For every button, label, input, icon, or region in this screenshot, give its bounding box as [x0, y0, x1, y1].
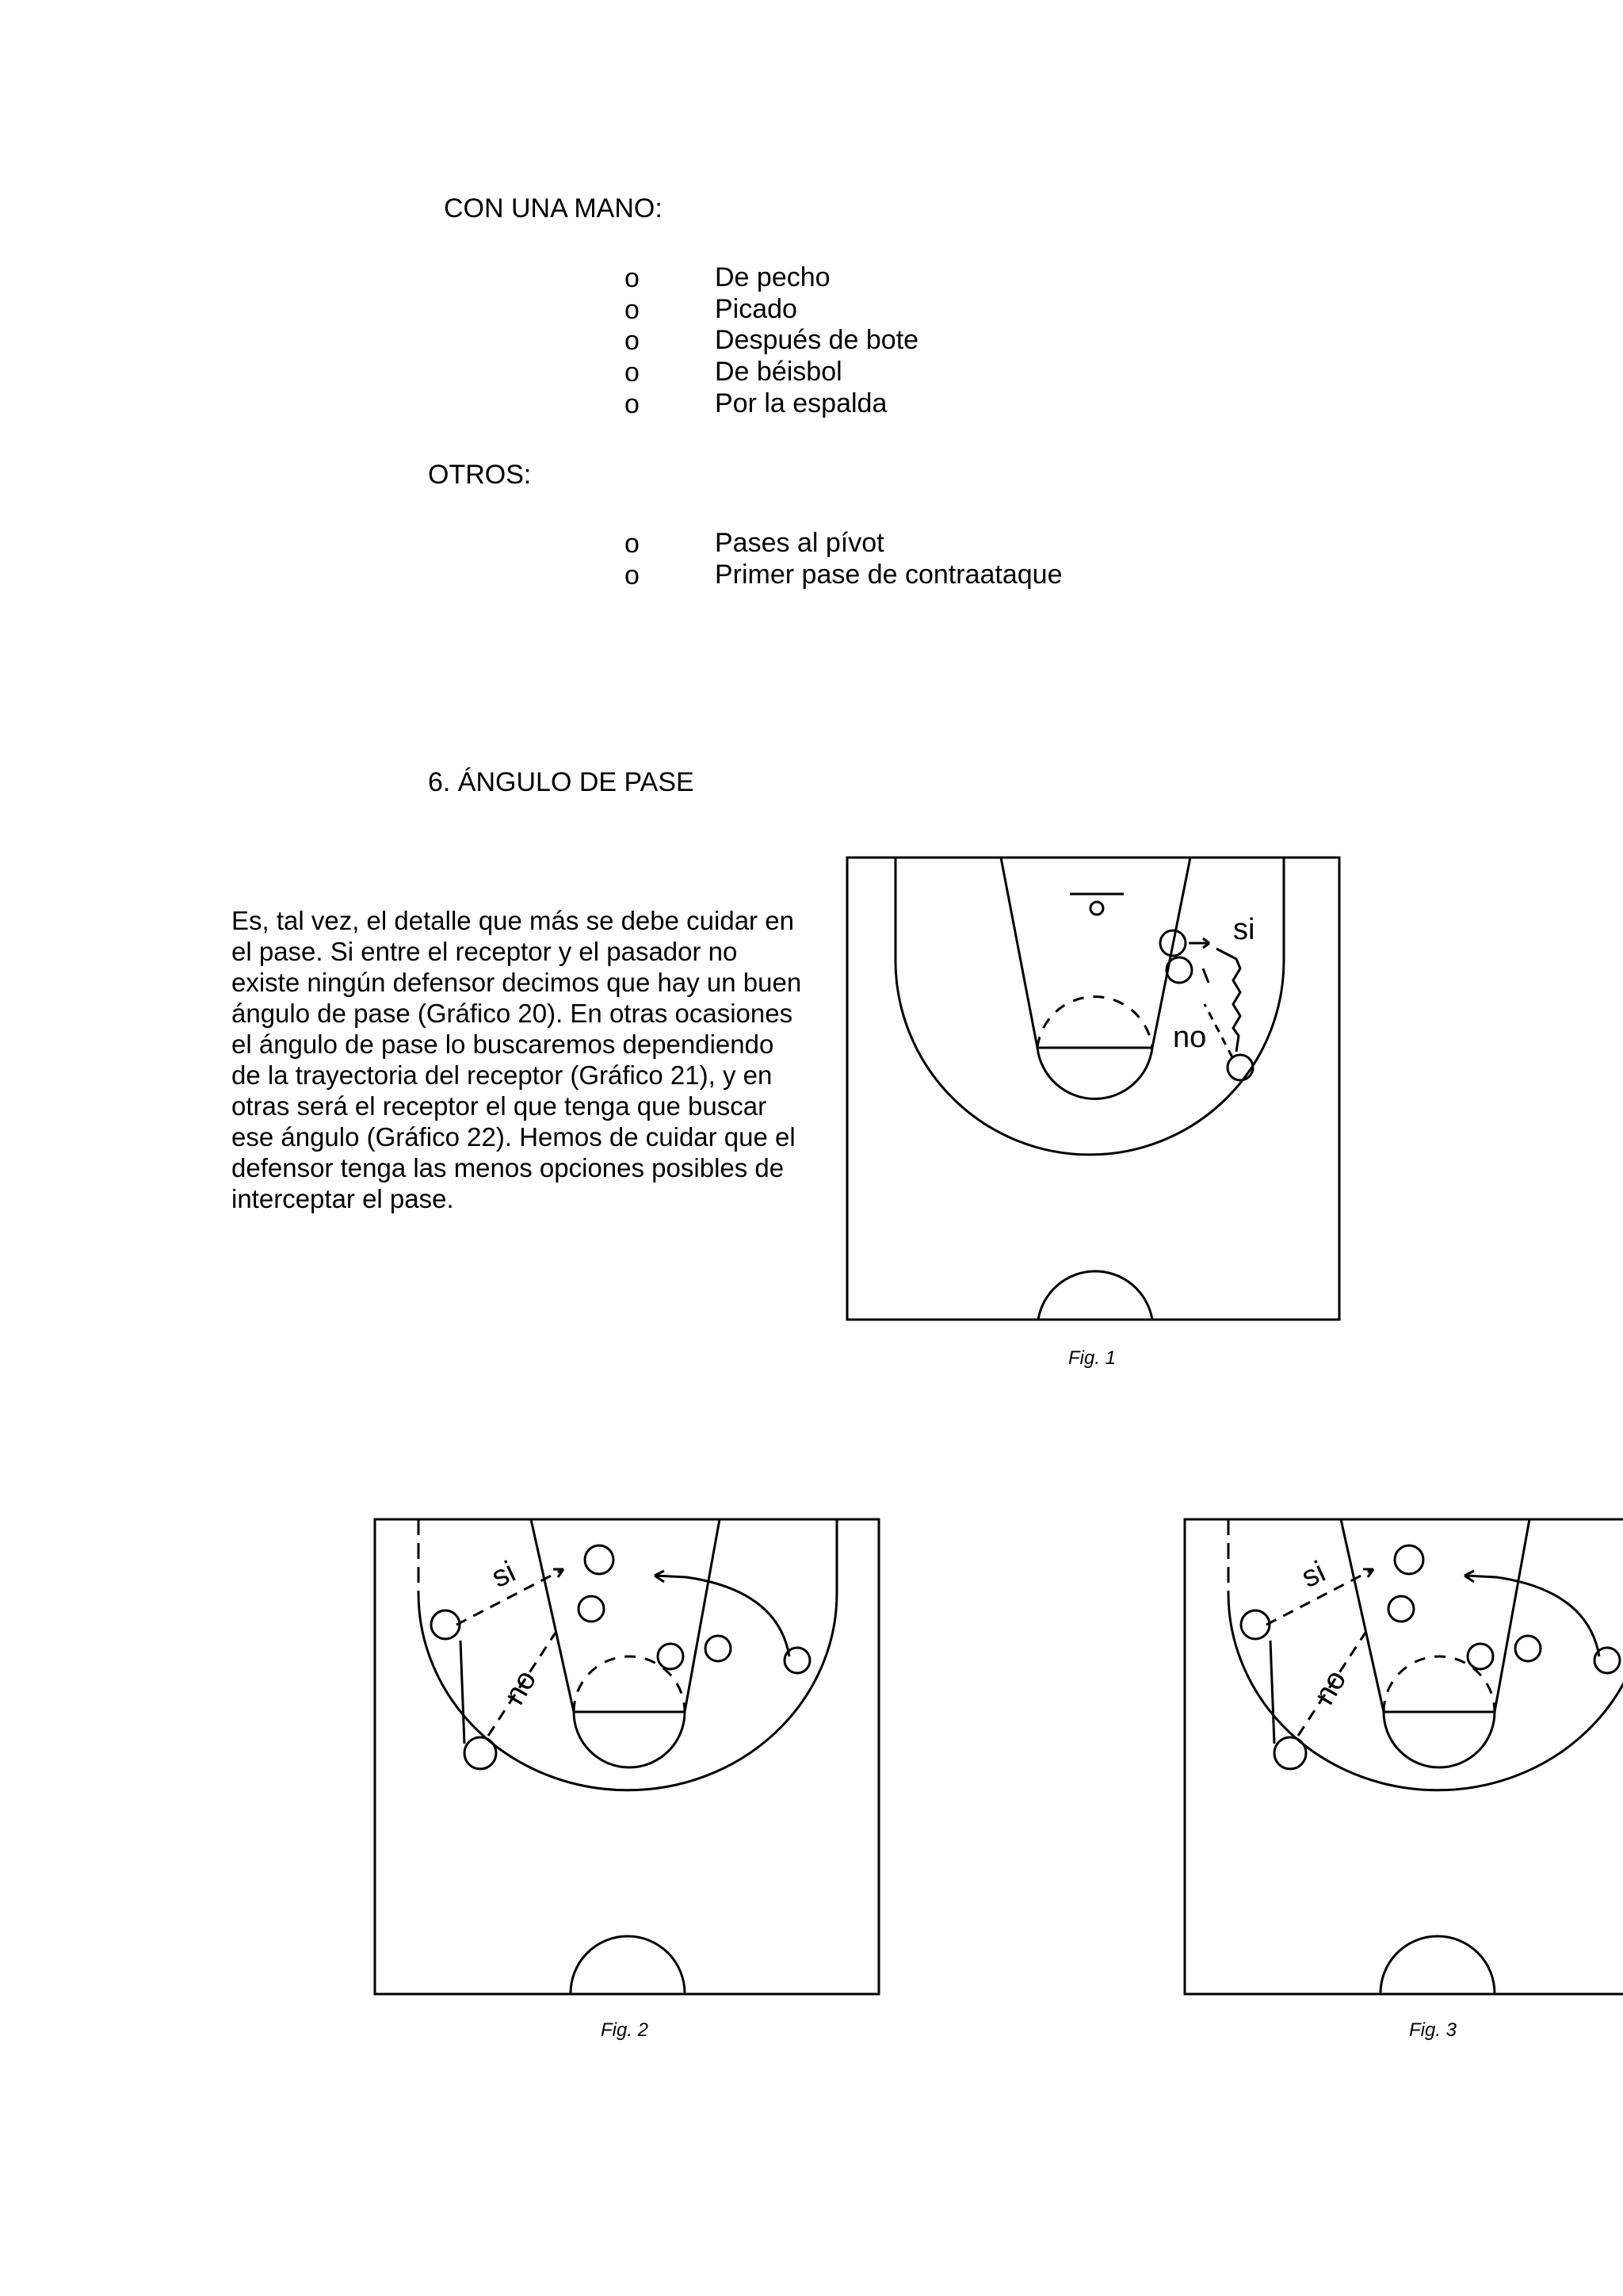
- court-diagram-fig3: [1179, 1514, 1623, 2005]
- fig3-label-yes: si: [1296, 1555, 1331, 1595]
- section-heading-one-hand: CON UNA MANO:: [444, 193, 663, 223]
- list-item: Después de bote: [715, 325, 919, 355]
- fig1-label-no: no: [1173, 1021, 1207, 1054]
- list-bullet: o: [624, 529, 640, 559]
- angle-paragraph: Es, tal vez, el detalle que más se debe cuidar en el pase. Si entre el receptor y el pasador no existe ningún defensor decimos que hay un buen ángulo de pase (Gráfico 20). En otras ocasiones el ángulo de pase lo buscaremos dependiendo de la trayectoria del receptor (Gráfico 21), y en otras será el receptor el que tenga que buscar ese ángulo (Gráfico 22). Hemos de cuidar que el defensor tenga las menos opciones posibles de interceptar el pase.: [231, 906, 802, 1213]
- list-item: De pecho: [715, 262, 831, 292]
- court-diagram-fig2: [369, 1514, 884, 2005]
- fig1-label-yes: si: [1233, 913, 1255, 946]
- fig3-caption: Fig. 3: [1409, 2019, 1457, 2041]
- list-item: Picado: [715, 294, 797, 324]
- list-bullet: o: [624, 389, 640, 419]
- section-heading-angle: 6. ÁNGULO DE PASE: [428, 767, 694, 797]
- list-item: De béisbol: [715, 357, 842, 387]
- list-bullet: o: [624, 295, 640, 325]
- fig1-caption: Fig. 1: [1068, 1347, 1117, 1369]
- list-item: Pases al pívot: [715, 528, 884, 558]
- list-bullet: o: [624, 263, 640, 293]
- fig2-label-no: no: [497, 1664, 544, 1711]
- court-diagram-fig1: [840, 850, 1347, 1325]
- list-item: Primer pase de contraataque: [715, 560, 1063, 590]
- list-bullet: o: [624, 560, 640, 590]
- fig2-caption: Fig. 2: [601, 2019, 649, 2041]
- list-item: Por la espalda: [715, 388, 888, 418]
- list-bullet: o: [624, 326, 640, 356]
- fig3-label-no: no: [1307, 1664, 1354, 1711]
- list-bullet: o: [624, 357, 640, 388]
- section-heading-others: OTROS:: [428, 460, 532, 490]
- fig2-label-yes: si: [487, 1555, 521, 1595]
